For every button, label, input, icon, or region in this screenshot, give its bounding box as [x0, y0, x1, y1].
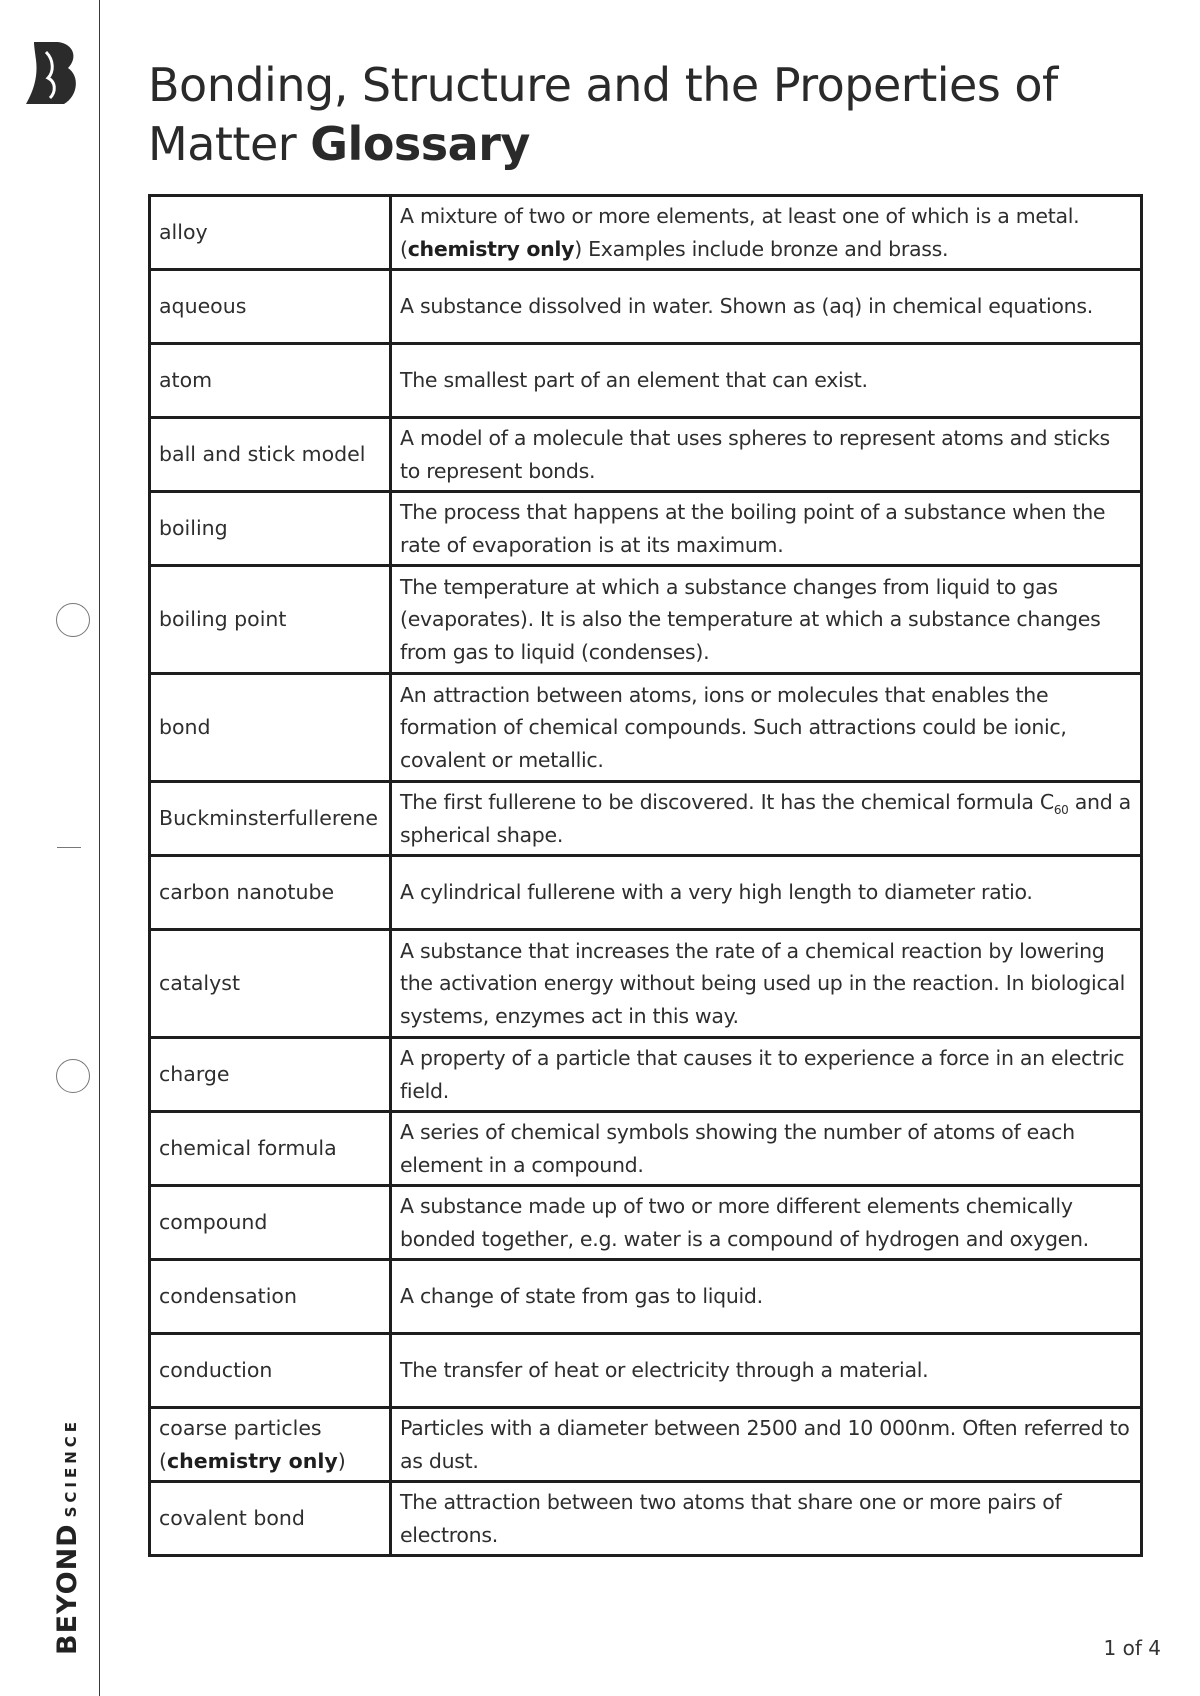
glossary-definition: A property of a particle that causes it to experience a force in an electric field.	[391, 1038, 1142, 1112]
glossary-term: ball and stick model	[150, 418, 391, 492]
punch-hole-marker	[56, 603, 90, 637]
glossary-term: conduction	[150, 1334, 391, 1408]
glossary-term: chemical formula	[150, 1112, 391, 1186]
glossary-row	[150, 782, 1142, 856]
glossary-definition: A model of a molecule that uses spheres to represent atoms and sticks to represent bonds.	[391, 418, 1142, 492]
glossary-definition: The first fullerene to be discovered. It has the chemical formula $C_{60}$ and a spherical shape.	[391, 782, 1142, 856]
glossary-definition: A series of chemical symbols showing the number of atoms of each element in a compound.	[391, 1112, 1142, 1186]
page-title	[148, 56, 1108, 174]
glossary-definition: A cylindrical fullerene with a very high length to diameter ratio.	[391, 856, 1142, 930]
brand-word-beyond: BEYOND	[52, 1523, 83, 1655]
glossary-row	[150, 1112, 1142, 1186]
glossary-row	[150, 492, 1142, 566]
brand-wordmark	[52, 1418, 83, 1655]
glossary-term: bond	[150, 674, 391, 782]
glossary-definition: An attraction between atoms, ions or molecules that enables the formation of chemical compounds. Such attractions could be ionic, covalent or metallic.	[391, 674, 1142, 782]
glossary-term: catalyst	[150, 930, 391, 1038]
glossary-row	[150, 418, 1142, 492]
title-line-2: Matter	[148, 117, 311, 171]
glossary-row	[150, 930, 1142, 1038]
glossary-row	[150, 674, 1142, 782]
title-emphasis: Glossary	[310, 117, 530, 171]
glossary-definition: The temperature at which a substance changes from liquid to gas (evaporates). It is also the temperature at which a substance changes from gas to liquid (condenses).	[391, 566, 1142, 674]
page-number: 1 of 4	[1103, 1636, 1161, 1660]
glossary-definition: The transfer of heat or electricity through a material.	[391, 1334, 1142, 1408]
glossary-term: compound	[150, 1186, 391, 1260]
glossary-row	[150, 1482, 1142, 1556]
margin-rule	[99, 0, 100, 1696]
glossary-row	[150, 344, 1142, 418]
glossary-definition: The smallest part of an element that can exist.	[391, 344, 1142, 418]
chemistry-only-note: chemistry only	[167, 1448, 338, 1473]
glossary-term: coarse particles (chemistry only)	[150, 1408, 391, 1482]
title-line-1: Bonding, Structure and the Properties of	[148, 58, 1058, 112]
glossary-row	[150, 1408, 1142, 1482]
glossary-row	[150, 566, 1142, 674]
glossary-row	[150, 1260, 1142, 1334]
glossary-term: atom	[150, 344, 391, 418]
glossary-definition: The attraction between two atoms that share one or more pairs of electrons.	[391, 1482, 1142, 1556]
glossary-term: boiling	[150, 492, 391, 566]
brand-word-science: SCIENCE	[62, 1417, 80, 1518]
beyond-science-logo-icon	[24, 38, 80, 108]
glossary-definition: Particles with a diameter between 2500 and 10 000nm. Often referred to as dust.	[391, 1408, 1142, 1482]
glossary-row	[150, 270, 1142, 344]
glossary-row	[150, 1334, 1142, 1408]
glossary-term: condensation	[150, 1260, 391, 1334]
glossary-definition: A substance made up of two or more different elements chemically bonded together, e.g. water is a compound of hydrogen and oxygen.	[391, 1186, 1142, 1260]
glossary-term: covalent bond	[150, 1482, 391, 1556]
glossary-table	[148, 194, 1143, 1557]
punch-hole-marker	[56, 1059, 90, 1093]
formula-subscript: 60	[1053, 803, 1069, 818]
glossary-definition: A change of state from gas to liquid.	[391, 1260, 1142, 1334]
glossary-row	[150, 196, 1142, 270]
glossary-term: alloy	[150, 196, 391, 270]
glossary-row	[150, 856, 1142, 930]
glossary-definition: The process that happens at the boiling point of a substance when the rate of evaporation is at its maximum.	[391, 492, 1142, 566]
glossary-definition: A substance that increases the rate of a chemical reaction by lowering the activation energy without being used up in the reaction. In biological systems, enzymes act in this way.	[391, 930, 1142, 1038]
glossary-term: boiling point	[150, 566, 391, 674]
glossary-definition: A mixture of two or more elements, at least one of which is a metal. (chemistry only) Examples include bronze and brass.	[391, 196, 1142, 270]
glossary-row	[150, 1038, 1142, 1112]
fold-mark	[57, 847, 81, 848]
chemistry-only-note: chemistry only	[407, 236, 575, 261]
glossary-term: aqueous	[150, 270, 391, 344]
glossary-term: carbon nanotube	[150, 856, 391, 930]
glossary-definition: A substance dissolved in water. Shown as (aq) in chemical equations.	[391, 270, 1142, 344]
glossary-term: charge	[150, 1038, 391, 1112]
glossary-term: Buckminsterfullerene	[150, 782, 391, 856]
glossary-row	[150, 1186, 1142, 1260]
